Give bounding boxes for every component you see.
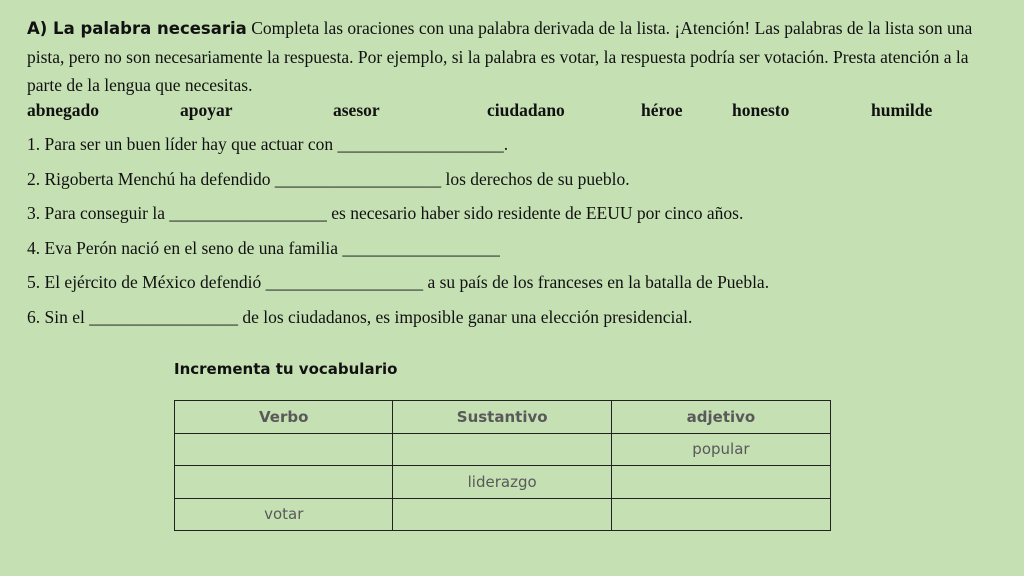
word-bank-item: abnegado <box>27 100 99 120</box>
column-header-adjetivo: adjetivo <box>611 401 830 434</box>
sentence-5: 5. El ejército de México defendió __________________ a su país de los franceses en la batalla de Puebla. <box>27 272 770 292</box>
word-bank <box>0 100 1024 126</box>
table-cell[interactable] <box>611 466 830 499</box>
sentence-1: 1. Para ser un buen líder hay que actuar con ___________________. <box>27 134 509 154</box>
sentence-2: 2. Rigoberta Menchú ha defendido ___________________ los derechos de su pueblo. <box>27 169 630 189</box>
sentence-4: 4. Eva Perón nació en el seno de una familia __________________ <box>27 238 500 258</box>
word-bank-item: asesor <box>333 100 380 120</box>
table-cell[interactable] <box>611 498 830 531</box>
table-cell[interactable]: liderazgo <box>393 466 611 499</box>
table-cell[interactable] <box>175 466 393 499</box>
word-bank-item: apoyar <box>180 100 233 120</box>
sentence-6: 6. Sin el _________________ de los ciudadanos, es imposible ganar una elección presidencial. <box>27 307 693 327</box>
word-bank-item: héroe <box>641 100 683 120</box>
table-cell[interactable] <box>393 433 611 466</box>
exercise-title: A) La palabra necesaria <box>27 19 247 38</box>
table-row <box>175 498 831 531</box>
table-cell[interactable] <box>393 498 611 531</box>
table-cell[interactable] <box>175 433 393 466</box>
word-bank-item: ciudadano <box>487 100 565 120</box>
word-bank-item: honesto <box>732 100 790 120</box>
word-bank-item: humilde <box>871 100 933 120</box>
table-cell[interactable]: votar <box>175 498 393 531</box>
instructions-paragraph <box>27 14 1002 99</box>
column-header-verbo: Verbo <box>175 401 393 434</box>
vocabulary-heading: Incrementa tu vocabulario <box>174 360 398 378</box>
vocabulary-table <box>174 400 831 531</box>
sentence-3: 3. Para conseguir la __________________ es necesario haber sido residente de EEUU por cinco años. <box>27 203 744 223</box>
exercise-instructions: Completa las oraciones con una palabra derivada de la lista. ¡Atención! Las palabras de la lista son una pista, pero no son necesariamente la respuesta. Por ejemplo, si la palabra es votar, la respuesta podría ser votación. Presta atención a la parte de la lengua que necesitas. <box>27 18 973 95</box>
table-row <box>175 433 831 466</box>
table-cell[interactable]: popular <box>611 433 830 466</box>
table-header-row <box>175 401 831 434</box>
table-row <box>175 466 831 499</box>
column-header-sustantivo: Sustantivo <box>393 401 611 434</box>
